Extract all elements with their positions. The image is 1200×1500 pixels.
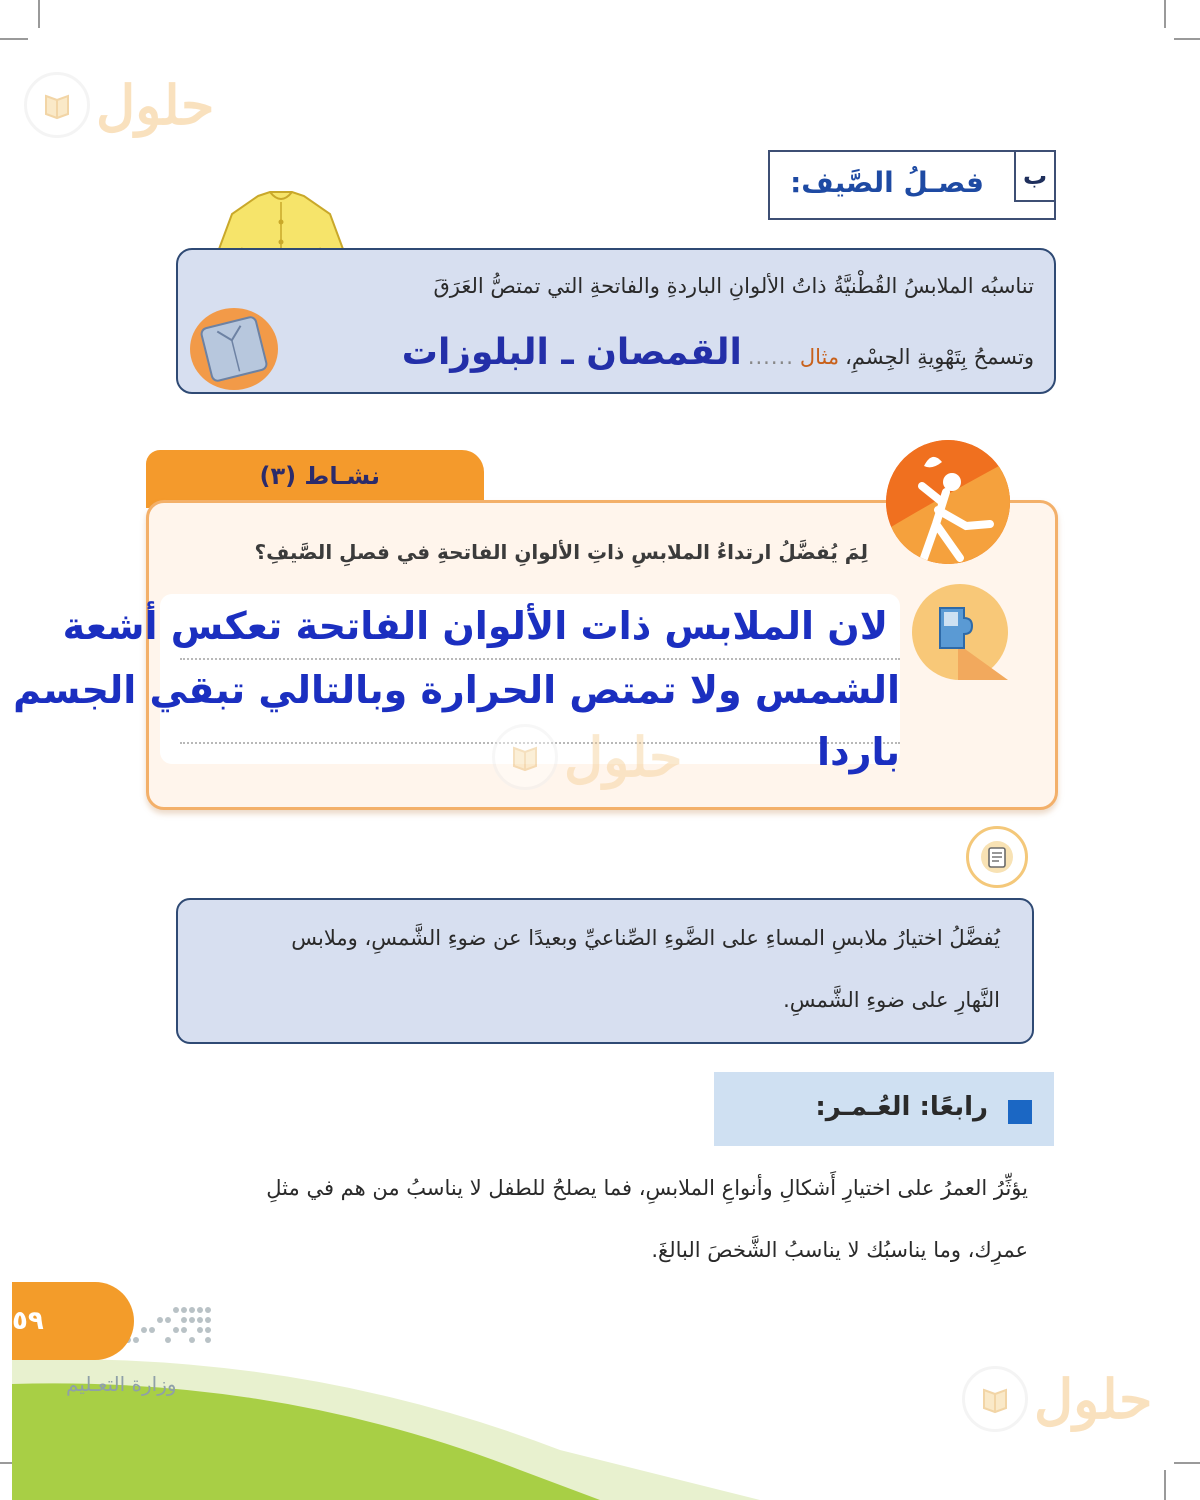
answer-line-3: باردا — [817, 730, 900, 774]
answer-line-2: الشمس ولا تمتص الحرارة وبالتالي تبقي الجسم — [13, 668, 900, 712]
age-text-line1: يؤثِّرُ العمرُ على اختيارِ أَشكالِ وأنواعِ الملابسِ، فما يصلحُ للطفل لا يناسبُ من هم في مثلِ — [266, 1176, 1028, 1200]
summer-text-line2 — [402, 332, 1034, 373]
crop-mark — [1164, 1470, 1166, 1500]
example-label: مثال — [799, 345, 840, 369]
heading-square-icon — [1008, 1100, 1032, 1124]
book-icon — [492, 724, 558, 790]
puzzle-icon — [912, 584, 1008, 680]
crop-mark — [0, 38, 28, 40]
ministry-name: وزارة التعـليم — [66, 1372, 177, 1396]
summer-clothing-box — [176, 248, 1056, 394]
watermark-logo — [962, 1366, 1152, 1432]
info-box — [176, 898, 1034, 1044]
crop-mark — [38, 0, 40, 28]
summer-text-prefix: وتسمحُ بِتَهْوِيةِ الجِسْمِ، — [845, 345, 1034, 369]
info-line-1: يُفضَّلُ اختيارُ ملابسِ المساءِ على الضَّوءِ الصِّناعيِّ وبعيدًا عن ضوءِ الشَّمسِ، وملابس — [291, 926, 1000, 950]
watermark-text: حلول — [564, 725, 683, 789]
age-text-line2: عمرِك، وما يناسبُك لا يناسبُ الشَّخصَ البالغَ. — [651, 1238, 1028, 1262]
section-heading-summer — [768, 150, 1056, 220]
note-icon — [966, 826, 1028, 888]
age-heading-text: رابعًا: العُـمـر: — [815, 1092, 988, 1122]
section-title: فصـلُ الصَّيف: — [790, 166, 984, 199]
shirt-image — [188, 306, 280, 392]
example-dots: ...... — [747, 345, 794, 369]
crop-mark — [1174, 1462, 1200, 1464]
activity-icon — [886, 440, 1010, 564]
book-icon — [24, 72, 90, 138]
crop-mark — [1174, 38, 1200, 40]
activity-question: لِمَ يُفضَّلُ ارتداءُ الملابسِ ذاتِ الألوانِ الفاتحةِ في فصلِ الصَّيفِ؟ — [254, 540, 868, 564]
book-icon — [962, 1366, 1028, 1432]
crop-mark — [1164, 0, 1166, 28]
answer-line-1: لان الملابس ذات الألوان الفاتحة تعكس أشعة — [62, 604, 888, 648]
summer-text-line1: تناسبُه الملابسُ القُطْنيَّةُ ذاتُ الألوانِ الباردةِ والفاتحةِ التي تمتصُّ العَرَقَ — [433, 274, 1034, 298]
watermark-text: حلول — [96, 73, 215, 137]
section-letter: ب — [1014, 152, 1054, 202]
page-number: ٥٩ — [12, 1282, 134, 1360]
answer-dotted-line — [180, 658, 900, 660]
age-section-heading — [714, 1072, 1054, 1146]
example-answer: القمصان ـ البلوزات — [401, 332, 742, 373]
watermark-logo — [492, 724, 682, 790]
watermark-logo — [24, 72, 214, 138]
activity-title: نشـاط (٣) — [259, 462, 380, 490]
ministry-dots-logo — [120, 1304, 216, 1350]
watermark-text: حلول — [1034, 1367, 1153, 1431]
info-line-2: النَّهارِ على ضوءِ الشَّمسِ. — [783, 988, 1000, 1012]
